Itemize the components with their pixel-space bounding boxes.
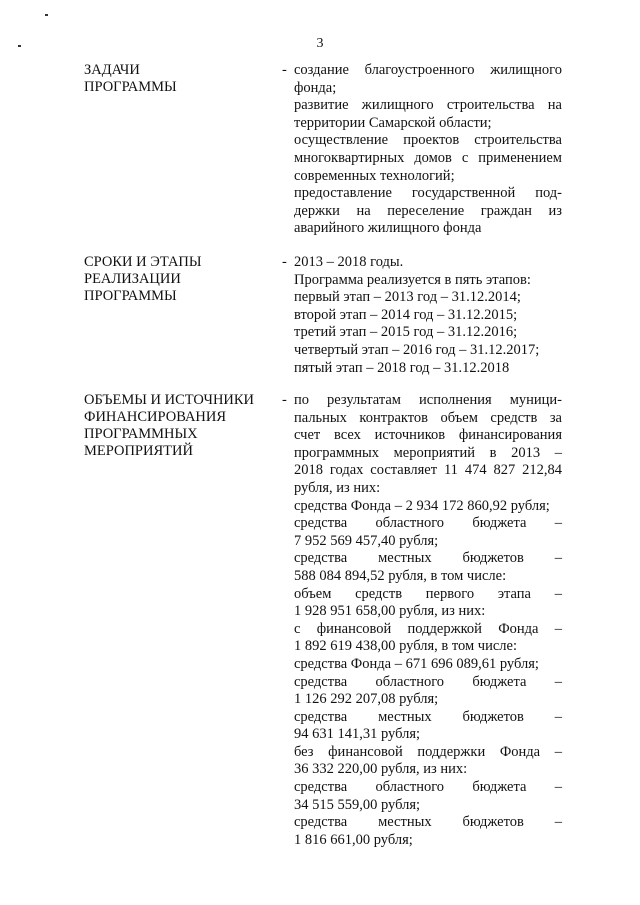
text-line: средства Фонда – 671 696 089,61 рубля; [294,655,539,672]
text-line: средства местных бюджетов – [294,708,562,725]
text-line: с финансовой поддержкой Фонда – [294,620,562,637]
label-line: ПРОГРАММНЫХ [84,426,198,442]
text-line: рубля, из них: [294,479,381,496]
text-line: 2013 – 2018 годы. [294,254,404,270]
text-line: пальных контрактов объем средств за [294,409,562,426]
section-label [84,392,269,460]
text-line: территории Самарской области; [294,114,492,131]
label-line: СРОКИ И ЭТАПЫ [84,254,202,270]
text-line: 1 928 951 658,00 рубля, из них: [294,603,486,620]
label-line: ПРОГРАММЫ [84,79,177,95]
label-line: ФИНАНСИРОВАНИЯ [84,409,227,425]
text-line: без финансовой поддержки Фонда – [294,743,562,760]
section-content [294,62,562,238]
text-line: предоставление государственной под- [294,185,562,202]
text-line: пятый этап – 2018 год – 31.12.2018 [294,359,510,376]
label-line: ПРОГРАММЫ [84,288,177,304]
text-line: осуществление проектов строительства [294,132,562,149]
section-funding [84,392,564,872]
text-line: развитие жилищного строительства на [294,97,562,114]
text-line: Программа реализуется в пять этапов: [294,271,531,288]
dash: - [282,392,287,408]
text-line: 94 631 141,31 рубля; [294,726,421,743]
text-line: объем средств первого этапа – [294,585,562,602]
dash: - [282,254,287,270]
text-line: аварийного жилищного фонда [294,220,482,237]
section-content [294,392,562,849]
label-line: МЕРОПРИЯТИЙ [84,443,193,459]
section-content [294,254,562,377]
text-line: средства Фонда – 2 934 172 860,92 рубля; [294,497,550,514]
scan-mark [45,14,48,16]
section-terms [84,254,564,384]
text-line: современных технологий; [294,167,455,184]
text-line: третий этап – 2015 год – 31.12.2016; [294,324,518,341]
text-line: 1 892 619 438,00 рубля, в том числе: [294,638,517,655]
text-line: 1 126 292 207,08 рубля; [294,691,439,708]
section-label [84,254,269,305]
text-line: счет всех источников финансирования [294,427,562,444]
text-line: средства областного бюджета – [294,779,562,796]
page-number: 3 [316,36,324,51]
text-line: 34 515 559,00 рубля; [294,796,421,813]
label-line: ОБЪЕМЫ И ИСТОЧНИКИ [84,392,255,408]
text-line: 588 084 894,52 рубля, в том числе: [294,567,507,584]
text-line: 7 952 569 457,40 рубля; [294,532,439,549]
text-line: многоквартирных домов с применением [294,149,562,166]
text-line: четвертый этап – 2016 год – 31.12.2017; [294,341,540,358]
section-tasks [84,62,564,242]
label-line: ЗАДАЧИ [84,62,140,78]
text-line: средства областного бюджета – [294,515,562,532]
section-label [84,62,269,96]
text-line: 2018 годах составляет 11 474 827 212,84 [294,462,562,479]
text-line: по результатам исполнения муници- [294,392,562,408]
text-line: 1 816 661,00 рубля; [294,831,413,848]
dash: - [282,62,287,78]
label-line: РЕАЛИЗАЦИИ [84,271,181,287]
text-line: фонда; [294,79,337,96]
text-line: второй этап – 2014 год – 31.12.2015; [294,306,518,323]
text-line: 36 332 220,00 рубля, из них: [294,761,468,778]
text-line: держки на переселение граждан из [294,202,562,219]
text-line: средства местных бюджетов – [294,814,562,831]
text-line: средства местных бюджетов – [294,550,562,567]
text-line: первый этап – 2013 год – 31.12.2014; [294,289,521,306]
text-line: создание благоустроенного жилищного [294,62,562,78]
text-line: средства областного бюджета – [294,673,562,690]
text-line: программных мероприятий в 2013 – [294,444,562,461]
